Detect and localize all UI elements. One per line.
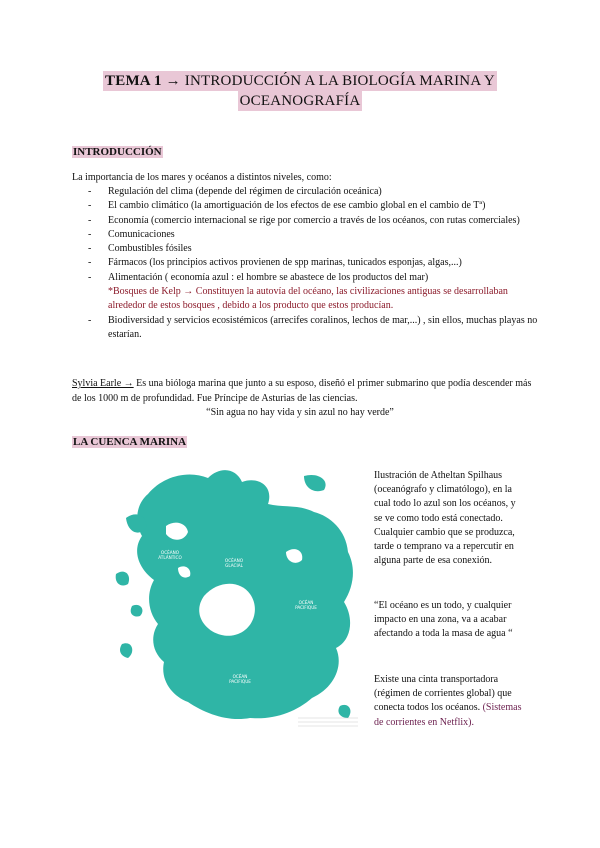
title-line-2: OCEANOGRAFÍA	[239, 93, 361, 109]
svg-text:GLACIAL: GLACIAL	[225, 563, 243, 568]
list-item: - Regulación del clima (depende del régimen de circulación oceánica)	[88, 185, 538, 199]
kelp-note: *Bosques de Kelp → Constituyen la autovía del océano, las civilizaciones antiguas se desarrollaban alrededor de estos bosques , debido a los producto que estos producían.	[108, 286, 508, 312]
conveyor-paragraph: Existe una cinta transportadora (régimen de corrientes global) que conecta todos los océanos. (Sistemas de corrientes en Netflix).	[374, 674, 522, 728]
svg-text:OCÉAN: OCÉAN	[232, 674, 248, 679]
sylvia-earle-paragraph: Sylvia Earle → Es una bióloga marina que junto a su esposo, diseñó el primer submarino que podía descender más de los 1000 m de profundidad. Fue Príncipe de Asturias de las ciencias.	[72, 378, 532, 404]
importance-list	[88, 185, 538, 342]
list-item: - Fármacos (los principios activos provienen de spp marinas, tunicados esponjas, algas,...)	[88, 256, 538, 270]
list-item: - Economía (comercio internacional se rige por comercio a través de los océanos, con rutas comerciales)	[88, 214, 538, 228]
ocean-quote: “El océano es un todo, y cualquier impacto en una zona, va a acabar afectando a toda la masa de agua “	[374, 600, 513, 640]
svg-text:OCÉANO: OCÉANO	[160, 550, 180, 555]
spilhaus-ocean-map	[108, 456, 368, 738]
svg-text:OCÉANO: OCÉANO	[224, 558, 244, 563]
list-item: - Combustibles fósiles	[88, 242, 538, 256]
netflix-note: (Sistemas de corrientes en Netflix).	[374, 702, 522, 728]
section-heading-introduccion: INTRODUCCIÓN	[73, 146, 162, 158]
intro-lead: La importancia de los mares y océanos a distintos niveles, como:	[72, 172, 332, 183]
list-item: - Alimentación ( economía azul : el hombre se abastece de los productos del mar) *Bosques de Kelp → Constituyen la autovía del océano, las civilizaciones antiguas se desarrollaban alrededor de estos bosques , debido a los producto que estos producían.	[88, 271, 538, 314]
section-heading-cuenca-marina: LA CUENCA MARINA	[73, 436, 187, 448]
svg-text:PACIFIQUE: PACIFIQUE	[229, 679, 251, 684]
list-item: - El cambio climático (la amortiguación de los efectos de ese cambio global en el cambio de Tª)	[88, 199, 538, 213]
document-title	[0, 71, 600, 111]
list-item: - Biodiversidad y servicios ecosistémicos (arrecifes coralinos, lechos de mar,...) , sin ellos, muchas playas no estarían.	[88, 314, 538, 343]
title-line-1: TEMA 1 → INTRODUCCIÓN A LA BIOLOGÍA MARINA Y	[105, 73, 495, 89]
illustration-caption: Ilustración de Atheltan Spilhaus (oceanógrafo y climatólogo), en la cual todo lo azul son los océanos, y se ve como todo está conectado. Cualquier cambio que se produzca, tarde o temprano va a repercutir en alguna parte de esa conexión.	[374, 470, 516, 567]
sylvia-name: Sylvia Earle →	[72, 378, 134, 389]
list-item: - Comunicaciones	[88, 228, 538, 242]
sylvia-quote: “Sin agua no hay vida y sin azul no hay verde”	[206, 407, 394, 418]
svg-text:ATLÁNTICO: ATLÁNTICO	[158, 555, 182, 560]
svg-text:OCÉAN: OCÉAN	[298, 600, 314, 605]
svg-text:PACIFIQUE: PACIFIQUE	[295, 605, 317, 610]
